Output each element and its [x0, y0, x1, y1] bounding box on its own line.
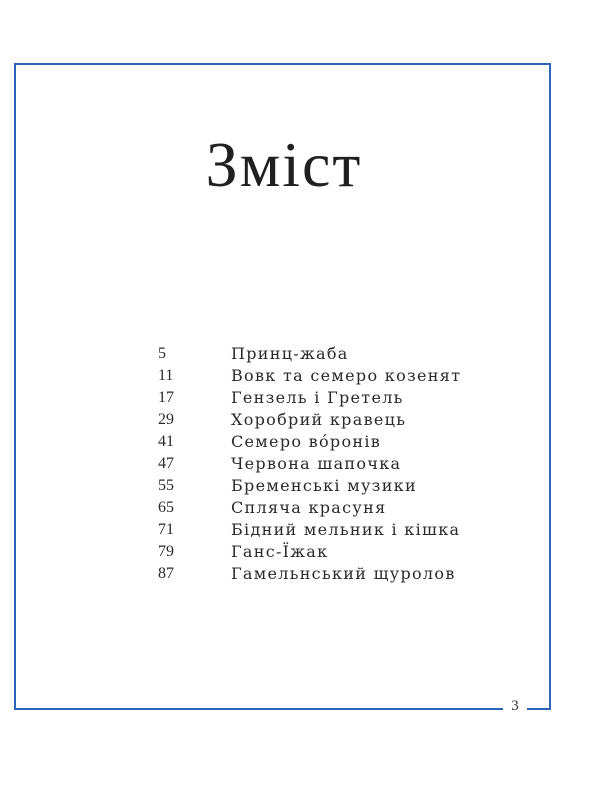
toc-entry[interactable] — [158, 409, 518, 431]
toc-entry[interactable] — [158, 387, 518, 409]
toc-entry-page: 71 — [158, 521, 174, 538]
toc-entry-page: 87 — [158, 565, 174, 582]
toc-entry-title: Червона шапочка — [231, 454, 402, 473]
table-of-contents — [158, 343, 518, 585]
toc-entry-page: 11 — [158, 367, 174, 384]
toc-entry[interactable] — [158, 343, 518, 365]
toc-entry-page: 41 — [158, 433, 174, 450]
toc-entry-page: 47 — [158, 455, 174, 472]
toc-entry-title: Семеро вóронів — [231, 432, 382, 451]
toc-entry-title: Бідний мельник і кішка — [231, 520, 461, 539]
toc-entry-page: 65 — [158, 499, 174, 516]
toc-entry-title: Спляча красуня — [231, 498, 387, 517]
page-title: Зміст — [205, 129, 363, 200]
toc-entry-page: 29 — [158, 411, 174, 428]
toc-entry-title: Гамельнський щуролов — [231, 564, 456, 583]
toc-entry-page: 79 — [158, 543, 174, 560]
toc-entry-title: Хоробрий кравець — [231, 410, 407, 429]
toc-entry-page: 5 — [158, 345, 166, 362]
toc-entry-title: Принц-жаба — [231, 344, 349, 363]
toc-entry[interactable] — [158, 497, 518, 519]
toc-entry[interactable] — [158, 563, 518, 585]
toc-entry-page: 17 — [158, 389, 174, 406]
toc-entry[interactable] — [158, 365, 518, 387]
toc-entry[interactable] — [158, 475, 518, 497]
toc-entry[interactable] — [158, 431, 518, 453]
page-frame-bottom-left — [14, 708, 503, 710]
toc-entry[interactable] — [158, 541, 518, 563]
toc-entry-title: Бременські музики — [231, 476, 417, 495]
toc-entry[interactable] — [158, 453, 518, 475]
toc-entry-title: Вовк та семеро козенят — [231, 366, 462, 385]
page-number: 3 — [511, 698, 519, 714]
toc-entry-page: 55 — [158, 477, 174, 494]
page-frame-bottom-right — [527, 708, 551, 710]
toc-entry-title: Гензель і Гретель — [231, 388, 404, 407]
toc-entry[interactable] — [158, 519, 518, 541]
toc-entry-title: Ганс-Їжак — [231, 542, 329, 561]
